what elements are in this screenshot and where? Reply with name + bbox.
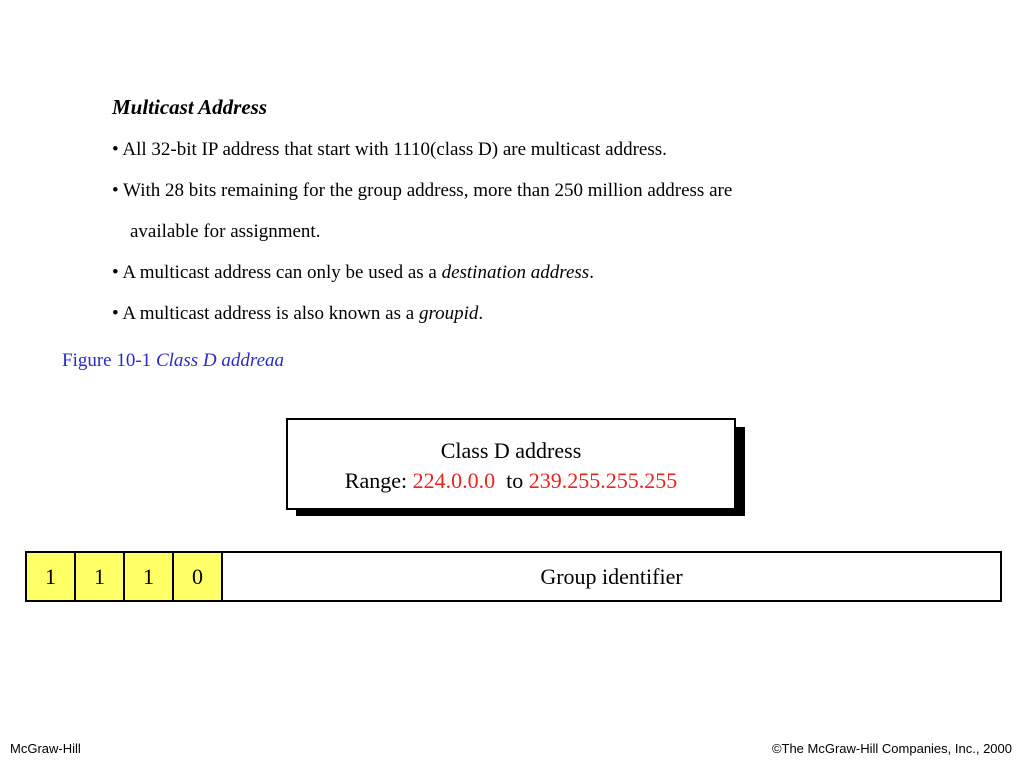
class-d-address-format bbox=[25, 551, 1002, 602]
footer-copyright: ©The McGraw-Hill Companies, Inc., 2000 bbox=[771, 741, 1012, 756]
prefix-bit-2: 1 bbox=[76, 553, 125, 600]
bullet-groupid bbox=[112, 302, 483, 326]
range-box-heading: Class D address bbox=[440, 438, 582, 463]
range-start: 224.0.0.0 bbox=[412, 468, 496, 493]
figure-caption bbox=[62, 348, 284, 374]
class-d-range-box bbox=[286, 418, 736, 510]
range-end: 239.255.255.255 bbox=[528, 468, 678, 493]
bullet-class-d-prefix: • All 32-bit IP address that start with 1110(class D) are multicast address. bbox=[112, 139, 667, 160]
bullet-group-bits-continuation: available for assignment. bbox=[130, 221, 321, 242]
figure-number: Figure 10-1 bbox=[62, 350, 156, 371]
emphasis-destination-address: destination address bbox=[441, 262, 590, 283]
bullet-text: • A multicast address can only be used as a bbox=[112, 262, 442, 283]
range-to: to bbox=[495, 468, 529, 493]
range-line bbox=[288, 466, 734, 496]
prefix-bit-3: 1 bbox=[125, 553, 174, 600]
bullet-destination-only bbox=[112, 261, 594, 285]
footer-publisher: McGraw-Hill bbox=[10, 741, 81, 756]
bullet-group-bits: • With 28 bits remaining for the group address, more than 250 million address are bbox=[112, 180, 733, 201]
emphasis-groupid: groupid bbox=[418, 303, 479, 324]
group-identifier-field: Group identifier bbox=[540, 563, 683, 589]
figure-title: Class D addreaa bbox=[155, 350, 285, 371]
prefix-bit-4: 0 bbox=[174, 553, 223, 600]
prefix-bit-1: 1 bbox=[27, 553, 76, 600]
bullet-punctuation: . bbox=[589, 262, 594, 283]
range-label: Range: bbox=[344, 468, 413, 493]
slide-title: Multicast Address bbox=[112, 95, 267, 119]
bullet-text: • A multicast address is also known as a bbox=[112, 303, 419, 324]
bullet-punctuation: . bbox=[478, 303, 484, 324]
